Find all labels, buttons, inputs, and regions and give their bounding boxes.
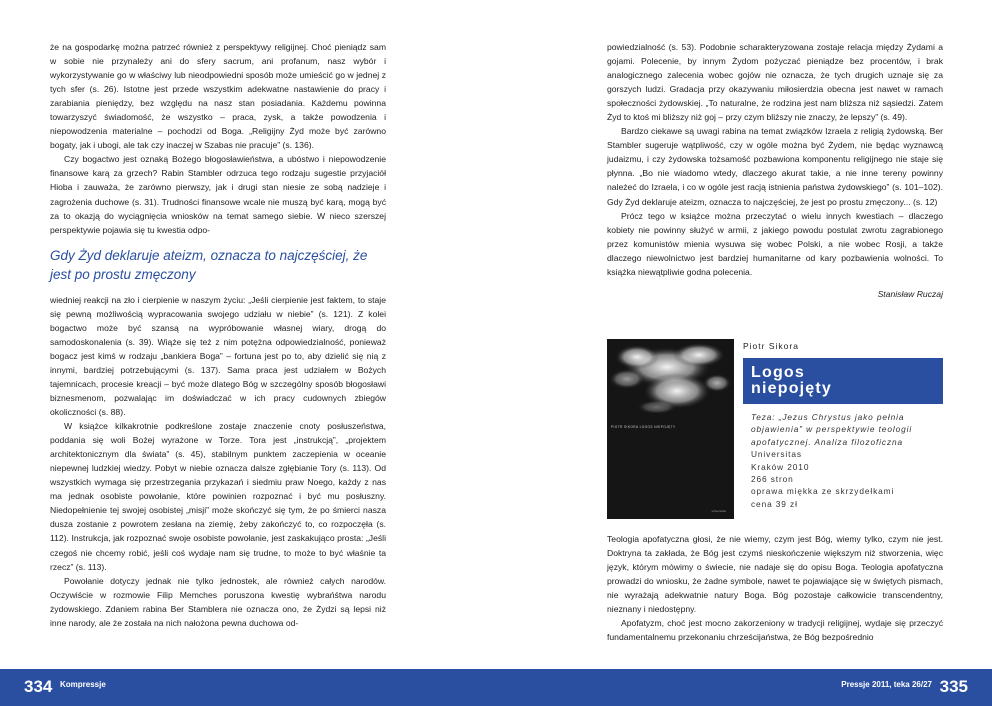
paragraph: Prócz tego w książce można przeczytać o wielu innych kwestiach – dlaczego kobiety nie powinny służyć w armii, z jakiego powodu postulat zwrotu zagrabionego przez komunistów mienia wysuwa się wobec Polski, a nie wobec Rosji, a także dlaczego niewolnictwo jest bardziej humanitarne od kary pozbawienia wolności. To książka niewątpliwie godna polecenia. — [607, 210, 943, 277]
paragraph: wiedniej reakcji na zło i cierpienie w naszym życiu: „Jeśli cierpienie jest faktem, to staje się pewną możliwością wypracowania swojego udziału w niebie” (s. 121). Z kolei bogactwo może być szansą na wypróbowanie własnej wiary, drogą do samodoskonalenia (s. 39). Wiąże się też z nim potężna odpowiedzialność, ponieważ bogacz jest kimś w rodzaju „bankiera Boga” – fortuna jest po to, aby dzielić się nią z innymi, bardziej potrzebującymi (s. 137). Sama praca jest udziałem w Bożych tajemnicach, procesie kreacji – być może dlatego Bóg w szczególny sposób błogosławi biznesmenom, pozwalając im doświadczać w ich pracy cudownych zbiegów okoliczności (s. 88). — [50, 294, 386, 418]
left-page-number: 334 — [24, 677, 53, 696]
book-cover-image — [607, 339, 734, 519]
paragraph: Apofatyzm, choć jest mocno zakorzeniony w tradycji religijnej, wydaje się przeczyć fundamentalnemu przekonaniu chrześcijaństwa, że Bóg bezpośrednio — [607, 618, 943, 643]
paragraph: powiedzialność (s. 53). Podobnie scharakteryzowana zostaje relacja między Żydami a gojami. Polecenie, by innym Żydom pożyczać pieniądze bez procentów, i brak analogicznego zalecenia wobec gojów nie oznacza, że tych drugich uznaje się za gorszych ludzi. Gradacja przy okazywaniu miłosierdzia obecna jest nawet w ramach społeczności żydowskiej. „To naturalne, że rodzina jest nam bliższa niż sąsiedzi. Zatem Żyd to ktoś mi bliższy niż goj – przy czym bliższy nie znaczy, że lepszy” (s. 49). — [607, 42, 943, 123]
book-pages: 266 stron — [751, 474, 794, 485]
book-title-line1: Logos — [751, 364, 805, 381]
journal-issue: Pressje 2011, teka 26/27 — [841, 680, 932, 689]
cover-title-text: PIOTR SIKORA LOGOS NIEPOJĘTY — [611, 425, 676, 429]
left-page — [50, 40, 386, 630]
book-details — [743, 339, 943, 510]
book-title — [743, 358, 943, 404]
cloud-photo-icon — [607, 339, 734, 519]
paragraph: Powołanie dotyczy jednak nie tylko jednostek, ale również całych narodów. Oczywiście w rozmowie Filip Memches poruszona kwestię wybrańśtwa narodu żydowskiego. Zdaniem rabina Ber Stamblera nie oznacza ono, że Żydzi są lepsi niż inne narody, ale że została na nich nałożona pewna duchowa od- — [50, 575, 386, 628]
section-name: Kompressje — [60, 680, 106, 689]
book-publisher: Universitas — [751, 449, 802, 460]
author-signature: Stanisław Ruczaj — [877, 288, 943, 299]
book-metadata — [743, 411, 943, 510]
right-page-bottom — [607, 532, 943, 644]
paragraph: Czy bogactwo jest oznaką Bożego błogosławieństwa, a ubóstwo i niepowodzenie finansowe karą za grzech? Rabin Stambler odrzuca tego rodzaju sugestie przyjaciół Hioba i zauważa, że zarówno pierwszy, jak i drugi stan niesie ze sobą nadzieje i zagrożenia duchowe (s. 31). Trudności finansowe wcale nie muszą być karą, mogą być za to okazją do wyciągnięcia wniosków na temat samego siebie. W nieco szerszej perspektywie pojawia się tu kwestia odpo- — [50, 154, 386, 235]
book-title-line2: niepojęty — [751, 380, 833, 397]
paragraph: Teologia apofatyczna głosi, że nie wiemy, czym jest Bóg, wiemy tylko, czym nie jest. Doktryna ta zakłada, że Bóg jest czymś nieskończenie większym niż stworzenia, więc język, którym mówimy o świecie, nie nadaje się do opisu Boga. Teologia apofatyczna prowadzi do wniosku, że żadne symbole, nawet te pojawiające się w świętych pismach, nie wyrażają adekwatnie natury Boga. Bóg pozostaje całkowicie transcendentny, nieznany i niedostępny. — [607, 534, 943, 615]
book-author: Piotr Sikora — [743, 341, 799, 351]
book-subtitle: Teza: „Jezus Chrystus jako pełnia objawienia” w perspektywie teologii apofatycznej. Analiza filozoficzna — [751, 412, 913, 447]
paragraph: że na gospodarkę można patrzeć również z perspektywy religijnej. Choć pieniądz sam w sobie nie przynależy ani do sfery sacrum, ani profanum, nasz wybór i wykorzystywanie go w właściwy lub nieodpowiedni sposób może umieścić go w jednej z tych sfer (s. 26). Istotne jest przede wszystkim adekwatne nastawienie do pracy i zarabiania pieniędzy, bez względu na nasz stan posiadania. Każdemu powinna towarzyszyć świadomość, że wszystko – praca, zysk, a także powodzenia i niepowodzenia materialne – pochodzi od Boga. „Religijny Żyd może być zarówno bogaty, jak i ubogi, ale tak czy inaczej w Szabas nie pracuje” (s. 136). — [50, 42, 386, 151]
page-footer — [0, 669, 992, 706]
book-review-box — [607, 339, 943, 519]
paragraph: Bardzo ciekawe są uwagi rabina na temat związków Izraela z religią żydowską. Ber Stambler sugeruje wątpliwość, czy w ogóle można być Żydem, nie będąc wyznawcą judaizmu, i czy żydowska tożsamość pozbawiona komponentu religijnego nie staje się płynna. „Bo nie wiadomo wtedy, dlaczego akurat takie, a nie inne tereny powinny należeć do Izraela, i co w ogóle jest racją istnienia państwa żydowskiego” (s. 101–102). Gdy Żyd deklaruje ateizm, oznacza to najczęściej, że jest po prostu zmęczony... (s. 12) — [607, 126, 943, 207]
right-page-number: 335 — [939, 677, 968, 696]
pull-quote: Gdy Żyd deklaruje ateizm, oznacza to najczęściej, że jest po prostu zmęczony — [50, 247, 368, 282]
book-place-year: Kraków 2010 — [751, 461, 810, 472]
book-price: cena 39 zł — [751, 498, 798, 509]
paragraph: W książce kilkakrotnie podkreślone zostaje znaczenie cnoty posłuszeństwa, poddania się woli Bożej wyrażone w Torze. Tora jest „instrukcją”, „projektem architektonicznym dla świata” (s. 45), stabilnym punktem zaczepienia w oceanie niepewnej ludzkiej wiedzy. Pobyt w niebie oznacza dalsze zgłębianie Tory (s. 113). Od wszystkich wymaga się przestrzegania przykazań i siedmiu praw Noego, każdy z nas ma jednak osobiste powołanie, które powinien rozpoznać i być mu posłuszny. Niedopełnienie tej swojej osobistej „misji” może skończyć się tym, że po śmierci nasza dusza zostanie z powrotem zesłana na ziemię, żeby zakończyć to, co rozpoczęła (s. 112). Instrukcja, jak rozpoznać swoje osobiste powołanie, jest zaskakująco prosta: „Jeśli czegoś nie chcemy robić, jeśli coś wydaje nam się trudne, to może to być właśnie ta rzecz” (s. 113). — [50, 421, 386, 572]
book-binding: oprawa miękka ze skrzydełkami — [751, 486, 895, 497]
cover-publisher-text: universitas — [711, 509, 726, 513]
right-page-top — [607, 40, 943, 299]
